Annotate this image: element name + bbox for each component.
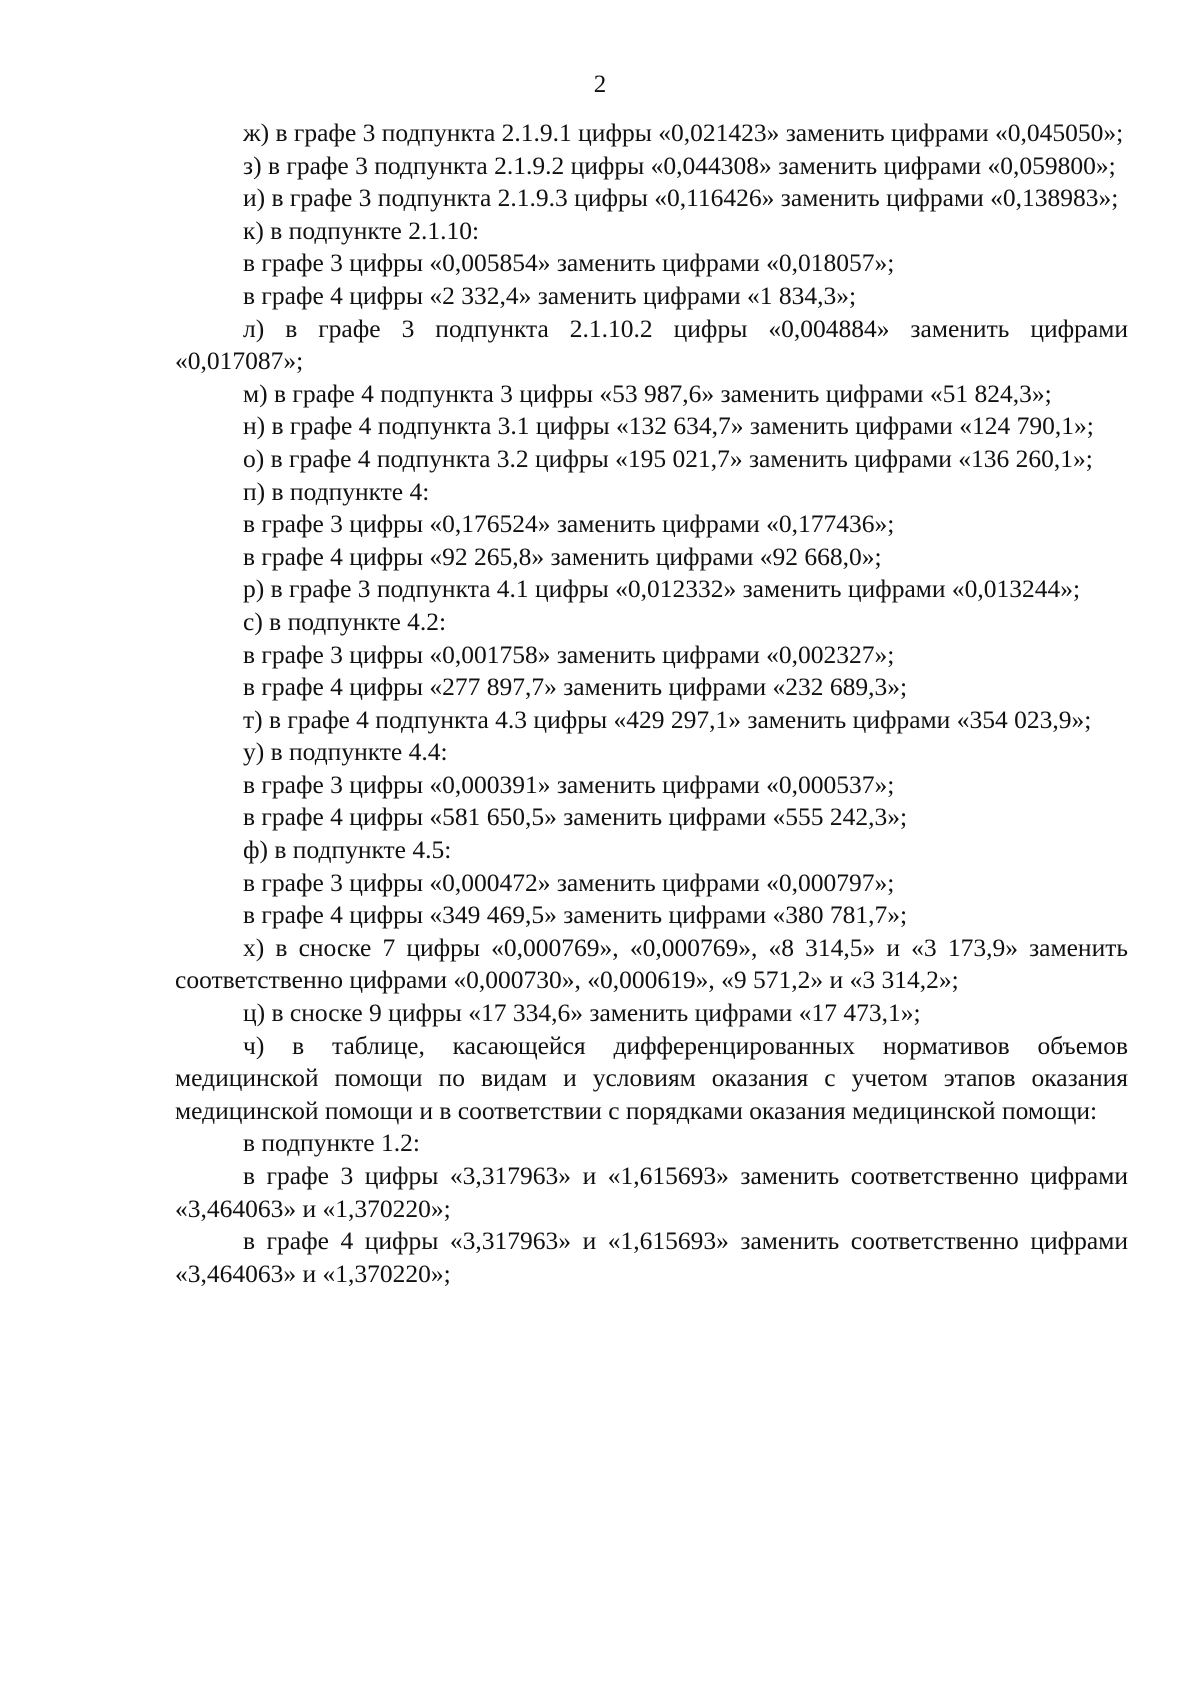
paragraph-u: у) в подпункте 4.4: — [243, 737, 448, 767]
paragraph-f-line-2: в графе 4 цифры «349 469,5» заменить цифрами «380 781,7»; — [243, 900, 908, 930]
paragraph-ch-line-1: в подпункте 1.2: — [243, 1128, 420, 1158]
paragraph-ts: ц) в сноске 9 цифры «17 334,6» заменить цифрами «17 473,1»; — [243, 998, 921, 1028]
paragraph-p-line-2: в графе 4 цифры «92 265,8» заменить цифрами «92 668,0»; — [243, 541, 882, 571]
paragraph-k-line-2: в графе 4 цифры «2 332,4» заменить цифрами «1 834,3»; — [243, 280, 857, 310]
paragraph-u-line-2: в графе 4 цифры «581 650,5» заменить цифрами «555 242,3»; — [243, 802, 908, 832]
paragraph-r: р) в графе 3 подпункта 4.1 цифры «0,012332» заменить цифрами «0,013244»; — [243, 574, 1081, 604]
paragraph-k: к) в подпункте 2.1.10: — [243, 215, 480, 245]
paragraph-m: м) в графе 4 подпункта 3 цифры «53 987,6» заменить цифрами «51 824,3»; — [243, 378, 1052, 408]
paragraph-p: п) в подпункте 4: — [243, 476, 430, 506]
paragraph-zh: ж) в графе 3 подпункта 2.1.9.1 цифры «0,021423» заменить цифрами «0,045050»; — [243, 118, 1124, 147]
page-number: 2 — [593, 71, 607, 98]
paragraph-i: и) в графе 3 подпункта 2.1.9.3 цифры «0,116426» заменить цифрами «0,138983»; — [243, 183, 1119, 213]
paragraph-ch-line-2: в графе 3 цифры «3,317963» и «1,615693» заменить соответственно цифрами «3,464063» и «1,370220»; — [175, 1161, 1128, 1223]
paragraph-f-line-1: в графе 3 цифры «0,000472» заменить цифрами «0,000797»; — [243, 867, 895, 897]
paragraph-u-line-1: в графе 3 цифры «0,000391» заменить цифрами «0,000537»; — [243, 769, 895, 799]
paragraph-k-line-1: в графе 3 цифры «0,005854» заменить цифрами «0,018057»; — [243, 248, 895, 278]
paragraph-s-line-2: в графе 4 цифры «277 897,7» заменить цифрами «232 689,3»; — [243, 672, 908, 702]
paragraph-f: ф) в подпункте 4.5: — [243, 835, 452, 865]
paragraph-s: с) в подпункте 4.2: — [243, 606, 447, 636]
paragraph-p-line-1: в графе 3 цифры «0,176524» заменить цифрами «0,177436»; — [243, 509, 895, 539]
paragraph-s-line-1: в графе 3 цифры «0,001758» заменить цифрами «0,002327»; — [243, 639, 895, 669]
paragraph-t: т) в графе 4 подпункта 4.3 цифры «429 297,1» заменить цифрами «354 023,9»; — [243, 704, 1092, 734]
paragraph-n: н) в графе 4 подпункта 3.1 цифры «132 634,7» заменить цифрами «124 790,1»; — [243, 411, 1094, 441]
paragraph-ch: ч) в таблице, касающейся дифференцированных нормативов объемов медицинской помощи по видам и условиям оказания с учетом этапов оказания медицинской помощи и в соответствии с порядками оказания медицинской помощи: — [175, 1030, 1128, 1125]
paragraph-o: о) в графе 4 подпункта 3.2 цифры «195 021,7» заменить цифрами «136 260,1»; — [243, 443, 1093, 473]
paragraph-ch-line-3: в графе 4 цифры «3,317963» и «1,615693» заменить соответственно цифрами «3,464063» и «1,370220»; — [175, 1226, 1128, 1288]
document-body — [175, 117, 1128, 1290]
paragraph-l: л) в графе 3 подпункта 2.1.10.2 цифры «0,004884» заменить цифрами «0,017087»; — [175, 313, 1128, 376]
paragraph-z: з) в графе 3 подпункта 2.1.9.2 цифры «0,044308» заменить цифрами «0,059800»; — [243, 150, 1116, 180]
paragraph-kh: х) в сноске 7 цифры «0,000769», «0,000769», «8 314,5» и «3 173,9» заменить соответственно цифрами «0,000730», «0,000619», «9 571,2» и «3 314,2»; — [175, 932, 1128, 995]
